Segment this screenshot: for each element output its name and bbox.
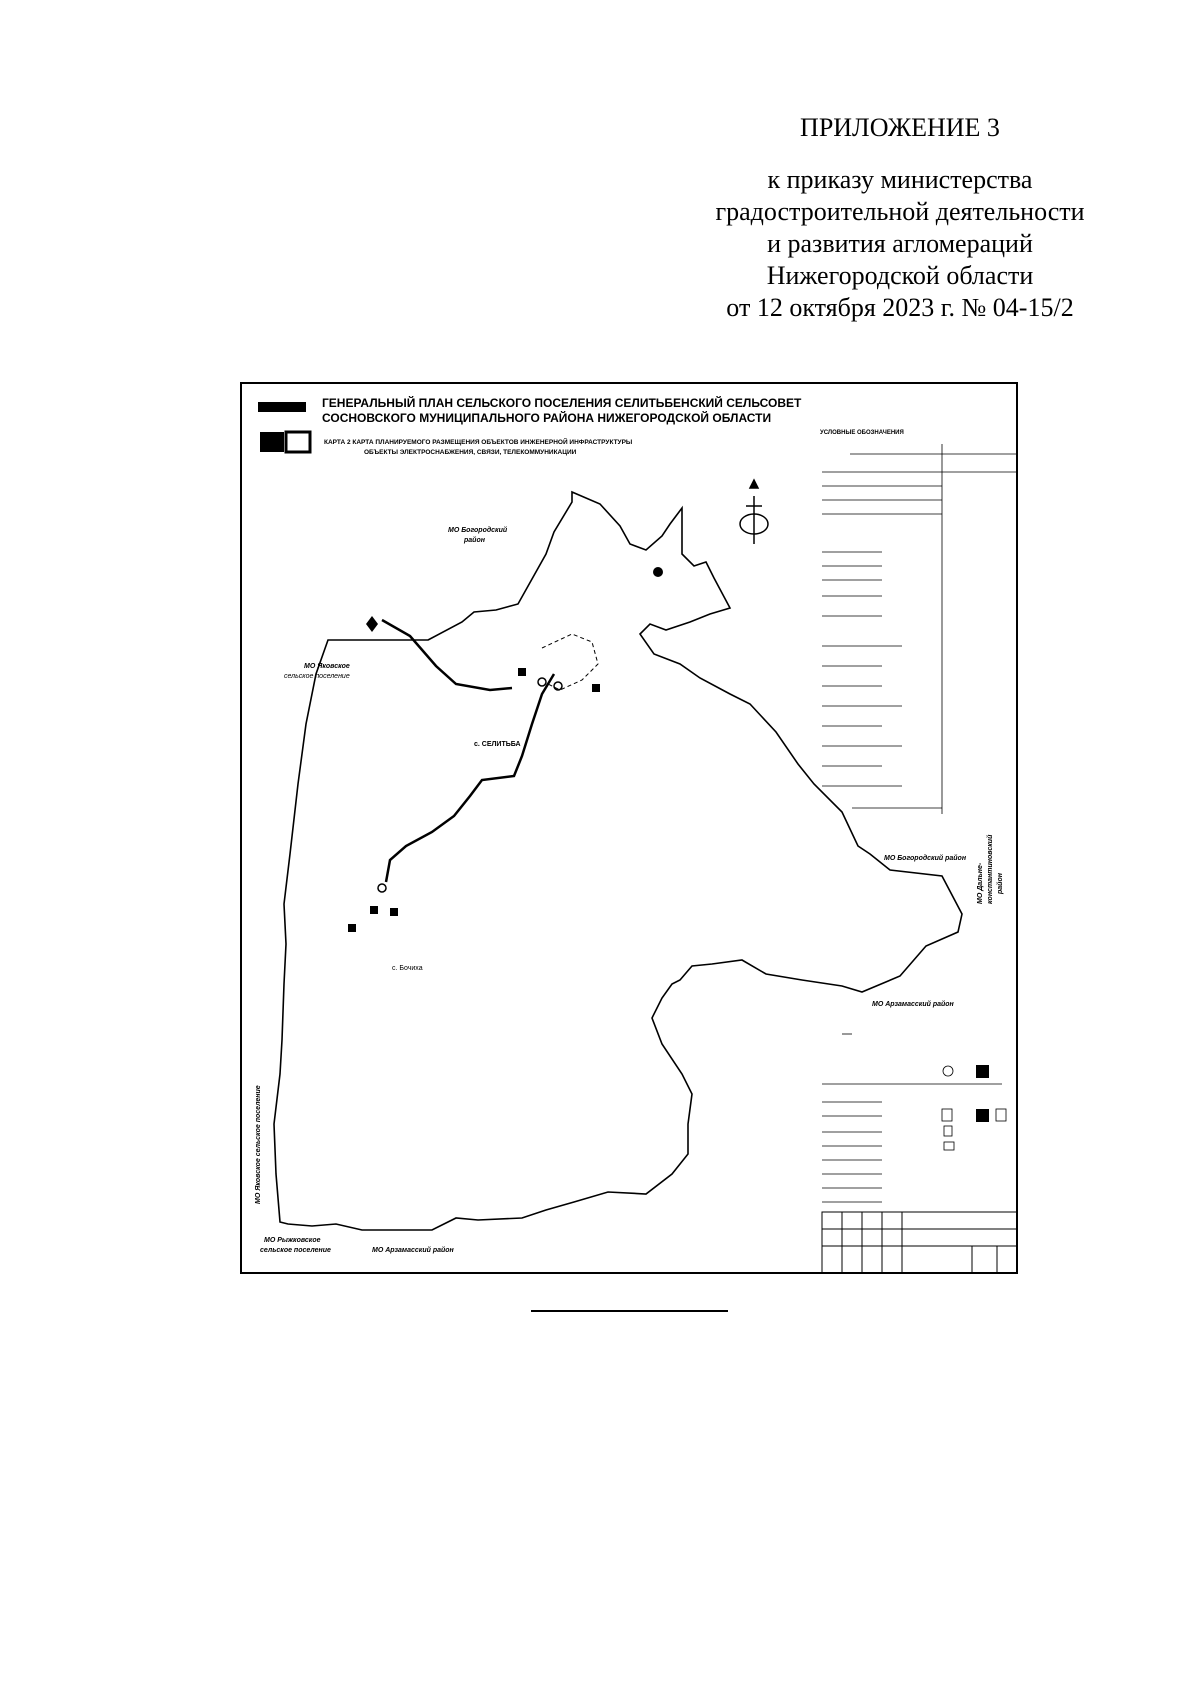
settlement-marker-bochikha — [348, 884, 398, 932]
separator-line — [531, 1310, 728, 1312]
label-dalnekonstantinovsky-2: константиновский — [987, 834, 994, 904]
label-selitba: с. СЕЛИТЬБА — [474, 741, 521, 748]
label-dalnekonstantinovsky-3: район — [997, 873, 1004, 894]
map-title-line-2: СОСНОВСКОГО МУНИЦИПАЛЬНОГО РАЙОНА НИЖЕГОРОДСКОЙ ОБЛАСТИ — [322, 411, 772, 425]
header-line-2: градостроительной деятельности — [715, 197, 1085, 226]
label-yakovskoe-2: сельское поселение — [284, 673, 350, 680]
label-yakovskoe-1: МО Яковское — [304, 663, 350, 670]
label-dalnekonstantinovsky-1: МО Дальне- — [977, 862, 984, 904]
map-subtitle-line-1: КАРТА 2 КАРТА ПЛАНИРУЕМОГО РАЗМЕЩЕНИЯ ОБЪЕКТОВ ИНЖЕНЕРНОЙ ИНФРАСТРУКТУРЫ — [324, 439, 633, 446]
legend-bottom-fills — [976, 1065, 989, 1122]
substation-marker-north — [366, 567, 663, 632]
appendix-title: ПРИЛОЖЕНИЕ 3 — [800, 113, 1000, 142]
label-arzamassky-right: МО Арзамасский район — [872, 1001, 954, 1008]
map-canvas — [242, 384, 1018, 1274]
map-subtitle-line-2: ОБЪЕКТЫ ЭЛЕКТРОСНАБЖЕНИЯ, СВЯЗИ, ТЕЛЕКОММУНИКАЦИИ — [364, 449, 577, 456]
logo — [258, 402, 310, 452]
north-arrow-icon — [740, 480, 768, 544]
label-rylkovskoe-2: сельское поселение — [260, 1247, 331, 1254]
legend-top — [822, 444, 1018, 814]
title-block — [822, 1212, 1018, 1274]
map-frame — [240, 382, 1018, 1274]
header-line-3: и развития агломераций — [767, 229, 1033, 258]
map-title-line-1: ГЕНЕРАЛЬНЫЙ ПЛАН СЕЛЬСКОГО ПОСЕЛЕНИЯ СЕЛИТЬБЕНСКИЙ СЕЛЬСОВЕТ — [322, 396, 802, 410]
label-yakovskoe-vertical: МО Яковское сельское поселение — [255, 1085, 262, 1204]
settlement-boundary — [274, 492, 962, 1230]
legend-title: УСЛОВНЫЕ ОБОЗНАЧЕНИЯ — [820, 430, 904, 436]
label-arzamassky-bottom: МО Арзамасский район — [372, 1247, 454, 1254]
settlement-marker-selitba — [518, 634, 600, 692]
header-line-5: от 12 октября 2023 г. № 04-15/2 — [726, 293, 1074, 322]
label-bogorodsky-top-2: район — [464, 537, 485, 544]
document-header — [680, 112, 1120, 324]
header-line-4: Нижегородской области — [766, 261, 1034, 290]
label-rylkovskoe-1: МО Рыжковское — [264, 1237, 321, 1244]
label-bochikha: с. Бочиха — [392, 965, 423, 972]
label-bogorodsky-right: МО Богородский район — [884, 855, 967, 862]
label-bogorodsky-top-1: МО Богородский — [448, 527, 508, 534]
power-line — [382, 620, 554, 882]
header-line-1: к приказу министерства — [767, 165, 1033, 194]
